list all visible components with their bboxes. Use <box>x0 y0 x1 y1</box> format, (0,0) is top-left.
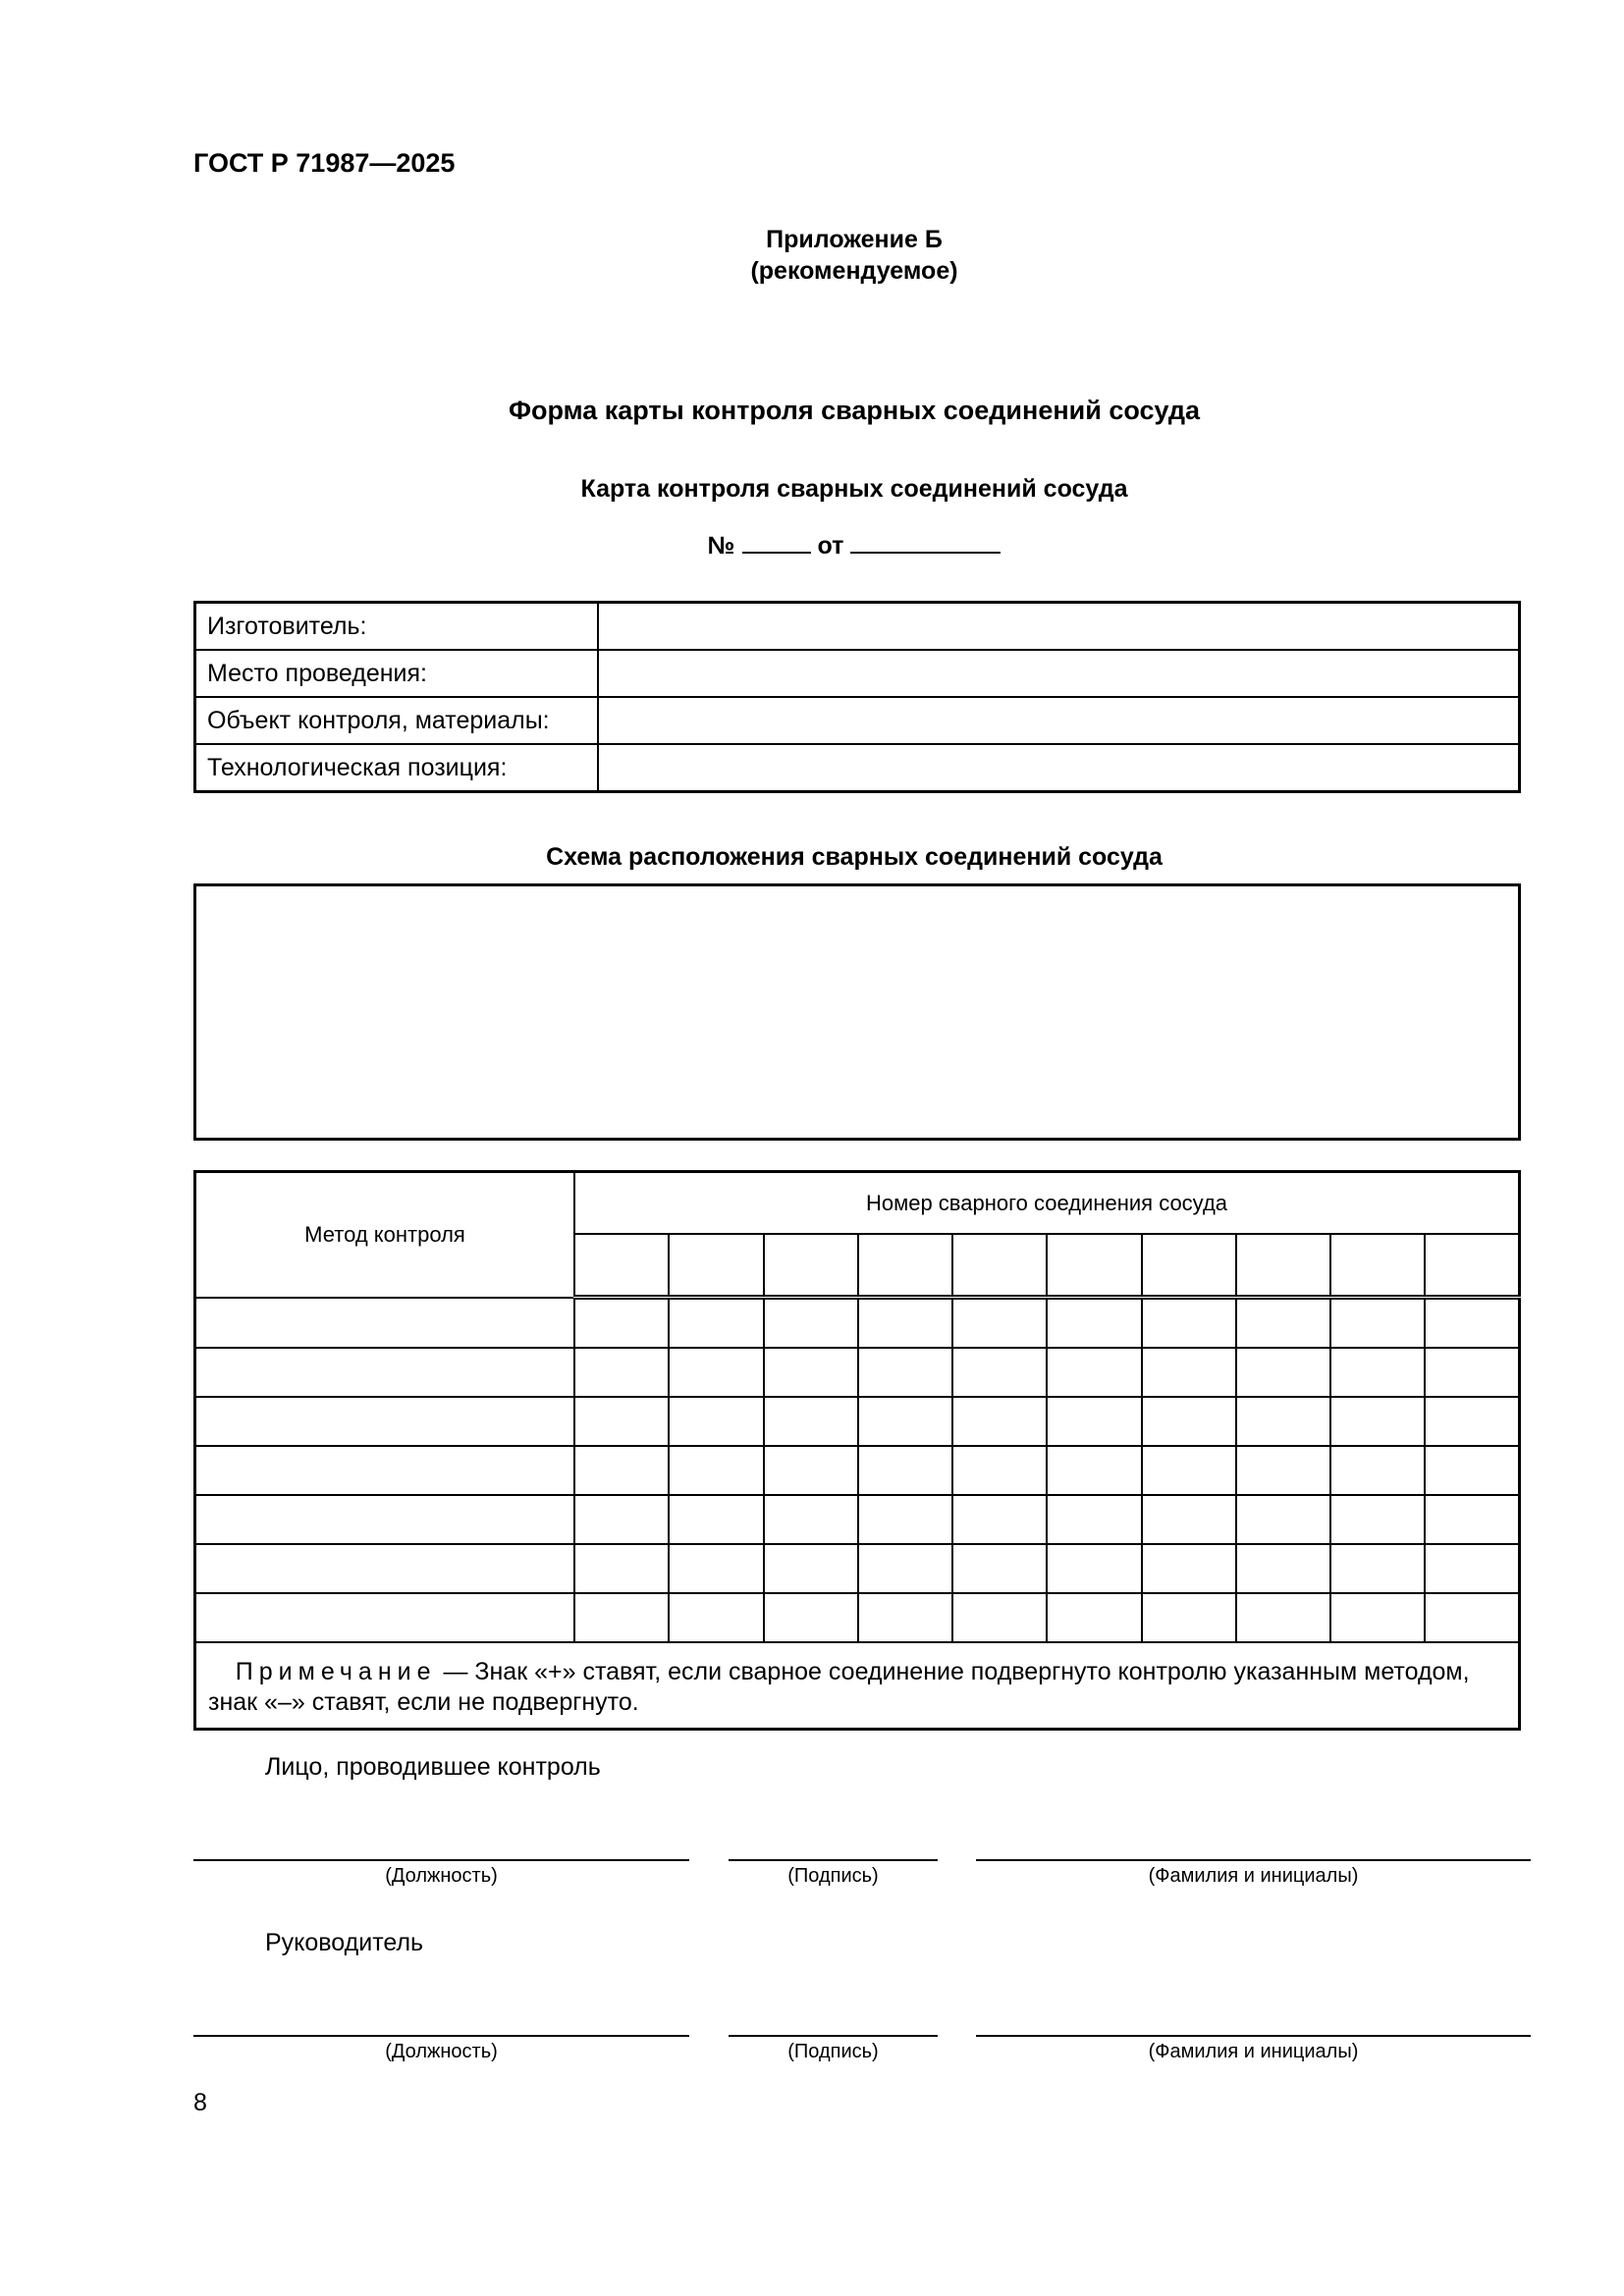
page-number: 8 <box>193 2089 207 2116</box>
joint-number-header: Номер сварного соединения сосуда <box>574 1172 1520 1235</box>
info-value-manufacturer[interactable] <box>598 603 1520 651</box>
joint-mark-cell[interactable] <box>1047 1348 1141 1397</box>
joint-mark-cell[interactable] <box>952 1446 1047 1495</box>
joint-mark-cell[interactable] <box>1425 1348 1519 1397</box>
joint-number-cell[interactable] <box>669 1234 763 1298</box>
number-label: № <box>707 532 735 560</box>
joint-mark-cell[interactable] <box>764 1495 858 1544</box>
info-value-location[interactable] <box>598 650 1520 697</box>
joint-mark-cell[interactable] <box>764 1544 858 1593</box>
joint-mark-cell[interactable] <box>1142 1593 1236 1642</box>
joint-mark-cell[interactable] <box>1047 1298 1141 1349</box>
joint-mark-cell[interactable] <box>1236 1544 1330 1593</box>
joint-mark-cell[interactable] <box>764 1446 858 1495</box>
joint-mark-cell[interactable] <box>1236 1397 1330 1446</box>
head-label: Руководитель <box>265 1929 424 1956</box>
joint-mark-cell[interactable] <box>1236 1495 1330 1544</box>
joint-mark-cell[interactable] <box>1047 1397 1141 1446</box>
joint-number-cell[interactable] <box>1236 1234 1330 1298</box>
joint-mark-cell[interactable] <box>669 1544 763 1593</box>
method-table-body <box>195 1298 1520 1643</box>
joint-mark-cell[interactable] <box>574 1495 669 1544</box>
joint-mark-cell[interactable] <box>1330 1397 1425 1446</box>
method-name-cell[interactable] <box>195 1397 575 1446</box>
head-signature-caption: (Подпись) <box>787 2041 879 2062</box>
joint-mark-cell[interactable] <box>1047 1495 1141 1544</box>
joint-mark-cell[interactable] <box>764 1593 858 1642</box>
inspector-signature-caption: (Подпись) <box>787 1865 879 1887</box>
joint-mark-cell[interactable] <box>669 1348 763 1397</box>
joint-mark-cell[interactable] <box>574 1397 669 1446</box>
info-value-object[interactable] <box>598 697 1520 744</box>
scheme-drawing-area[interactable] <box>193 883 1521 1141</box>
method-row <box>195 1446 1520 1495</box>
date-label: от <box>817 532 844 560</box>
standard-code: ГОСТ Р 71987—2025 <box>193 148 456 178</box>
info-label: Изготовитель: <box>195 603 599 651</box>
joint-mark-cell[interactable] <box>764 1397 858 1446</box>
joint-mark-cell[interactable] <box>952 1348 1047 1397</box>
inspector-label: Лицо, проводившее контроль <box>265 1753 601 1781</box>
inspector-name-line[interactable] <box>976 1859 1531 1861</box>
joint-mark-cell[interactable] <box>858 1348 952 1397</box>
joint-mark-cell[interactable] <box>1236 1446 1330 1495</box>
joint-number-cell[interactable] <box>1047 1234 1141 1298</box>
method-name-cell[interactable] <box>195 1544 575 1593</box>
method-row <box>195 1397 1520 1446</box>
card-number-line <box>0 530 1624 561</box>
joint-mark-cell[interactable] <box>1425 1298 1519 1349</box>
joint-mark-cell[interactable] <box>1142 1446 1236 1495</box>
joint-mark-cell[interactable] <box>1142 1544 1236 1593</box>
method-name-cell[interactable] <box>195 1593 575 1642</box>
note-row <box>195 1642 1520 1730</box>
method-name-cell[interactable] <box>195 1348 575 1397</box>
method-row <box>195 1593 1520 1642</box>
joint-mark-cell[interactable] <box>669 1446 763 1495</box>
joint-mark-cell[interactable] <box>1425 1593 1519 1642</box>
head-name-line[interactable] <box>976 2035 1531 2037</box>
inspector-position-caption: (Должность) <box>385 1865 498 1887</box>
form-title: Форма карты контроля сварных соединений сосуда <box>508 396 1201 425</box>
note-label: Примечание <box>235 1658 437 1685</box>
joint-mark-cell[interactable] <box>574 1298 669 1349</box>
info-value-position[interactable] <box>598 744 1520 792</box>
note-text: — Знак «+» ставят, если сварное соединение подвергнуто контролю указанным методом, знак «–» ставят, если не подвергнуто. <box>208 1658 1470 1716</box>
joint-mark-cell[interactable] <box>1330 1593 1425 1642</box>
joint-mark-cell[interactable] <box>952 1593 1047 1642</box>
joint-number-cell[interactable] <box>858 1234 952 1298</box>
joint-mark-cell[interactable] <box>1330 1298 1425 1349</box>
note-cell <box>195 1642 1520 1730</box>
joint-mark-cell[interactable] <box>574 1593 669 1642</box>
method-row <box>195 1348 1520 1397</box>
joint-mark-cell[interactable] <box>764 1348 858 1397</box>
joint-mark-cell[interactable] <box>669 1397 763 1446</box>
joint-mark-cell[interactable] <box>1425 1544 1519 1593</box>
joint-mark-cell[interactable] <box>1142 1495 1236 1544</box>
joint-mark-cell[interactable] <box>574 1544 669 1593</box>
joint-mark-cell[interactable] <box>952 1397 1047 1446</box>
info-table <box>193 601 1521 793</box>
method-header: Метод контроля <box>195 1172 575 1298</box>
joint-number-cell[interactable] <box>952 1234 1047 1298</box>
joint-mark-cell[interactable] <box>1330 1544 1425 1593</box>
joint-mark-cell[interactable] <box>1330 1446 1425 1495</box>
method-name-cell[interactable] <box>195 1446 575 1495</box>
joint-mark-cell[interactable] <box>952 1298 1047 1349</box>
joint-mark-cell[interactable] <box>1236 1348 1330 1397</box>
joint-mark-cell[interactable] <box>1142 1397 1236 1446</box>
joint-number-cell[interactable] <box>1142 1234 1236 1298</box>
joint-mark-cell[interactable] <box>858 1495 952 1544</box>
joint-mark-cell[interactable] <box>1142 1348 1236 1397</box>
joint-mark-cell[interactable] <box>764 1298 858 1349</box>
card-title: Карта контроля сварных соединений сосуда <box>580 475 1128 503</box>
joint-mark-cell[interactable] <box>574 1348 669 1397</box>
info-row <box>195 603 1520 651</box>
joint-mark-cell[interactable] <box>858 1446 952 1495</box>
inspector-position-line[interactable] <box>193 1859 689 1861</box>
head-position-caption: (Должность) <box>385 2041 498 2062</box>
info-row <box>195 650 1520 697</box>
info-label: Объект контроля, материалы: <box>195 697 599 744</box>
number-blank[interactable] <box>742 530 811 554</box>
joint-mark-cell[interactable] <box>1330 1348 1425 1397</box>
joint-mark-cell[interactable] <box>1425 1397 1519 1446</box>
head-name-caption: (Фамилия и инициалы) <box>1148 2041 1359 2062</box>
joint-mark-cell[interactable] <box>1330 1495 1425 1544</box>
head-signature-line[interactable] <box>729 2035 938 2037</box>
joint-mark-cell[interactable] <box>574 1446 669 1495</box>
joint-mark-cell[interactable] <box>669 1593 763 1642</box>
joint-mark-cell[interactable] <box>952 1495 1047 1544</box>
method-table <box>193 1170 1521 1731</box>
joint-number-cell[interactable] <box>574 1234 669 1298</box>
method-row <box>195 1544 1520 1593</box>
joint-mark-cell[interactable] <box>1047 1544 1141 1593</box>
joint-number-cell[interactable] <box>1330 1234 1425 1298</box>
joint-mark-cell[interactable] <box>858 1593 952 1642</box>
joint-mark-cell[interactable] <box>669 1298 763 1349</box>
method-header-row <box>195 1172 1520 1235</box>
method-row <box>195 1495 1520 1544</box>
joint-mark-cell[interactable] <box>1047 1593 1141 1642</box>
joint-mark-cell[interactable] <box>952 1544 1047 1593</box>
joint-mark-cell[interactable] <box>1236 1298 1330 1349</box>
info-row <box>195 744 1520 792</box>
method-row <box>195 1298 1520 1349</box>
scheme-title: Схема расположения сварных соединений сосуда <box>546 843 1163 871</box>
method-name-cell[interactable] <box>195 1298 575 1349</box>
joint-mark-cell[interactable] <box>1142 1298 1236 1349</box>
appendix-title: Приложение Б <box>766 226 943 253</box>
appendix-type: (рекомендуемое) <box>750 257 958 285</box>
joint-number-cell[interactable] <box>1425 1234 1519 1298</box>
inspector-signature-line[interactable] <box>729 1859 938 1861</box>
joint-mark-cell[interactable] <box>1425 1446 1519 1495</box>
info-label: Технологическая позиция: <box>195 744 599 792</box>
joint-mark-cell[interactable] <box>1047 1446 1141 1495</box>
joint-number-cell[interactable] <box>764 1234 858 1298</box>
inspector-name-caption: (Фамилия и инициалы) <box>1148 1865 1359 1887</box>
joint-mark-cell[interactable] <box>858 1397 952 1446</box>
head-position-line[interactable] <box>193 2035 689 2037</box>
joint-mark-cell[interactable] <box>858 1544 952 1593</box>
joint-mark-cell[interactable] <box>1425 1495 1519 1544</box>
joint-mark-cell[interactable] <box>858 1298 952 1349</box>
date-blank[interactable] <box>850 530 1001 554</box>
joint-mark-cell[interactable] <box>1236 1593 1330 1642</box>
info-label: Место проведения: <box>195 650 599 697</box>
method-name-cell[interactable] <box>195 1495 575 1544</box>
info-row <box>195 697 1520 744</box>
joint-mark-cell[interactable] <box>669 1495 763 1544</box>
